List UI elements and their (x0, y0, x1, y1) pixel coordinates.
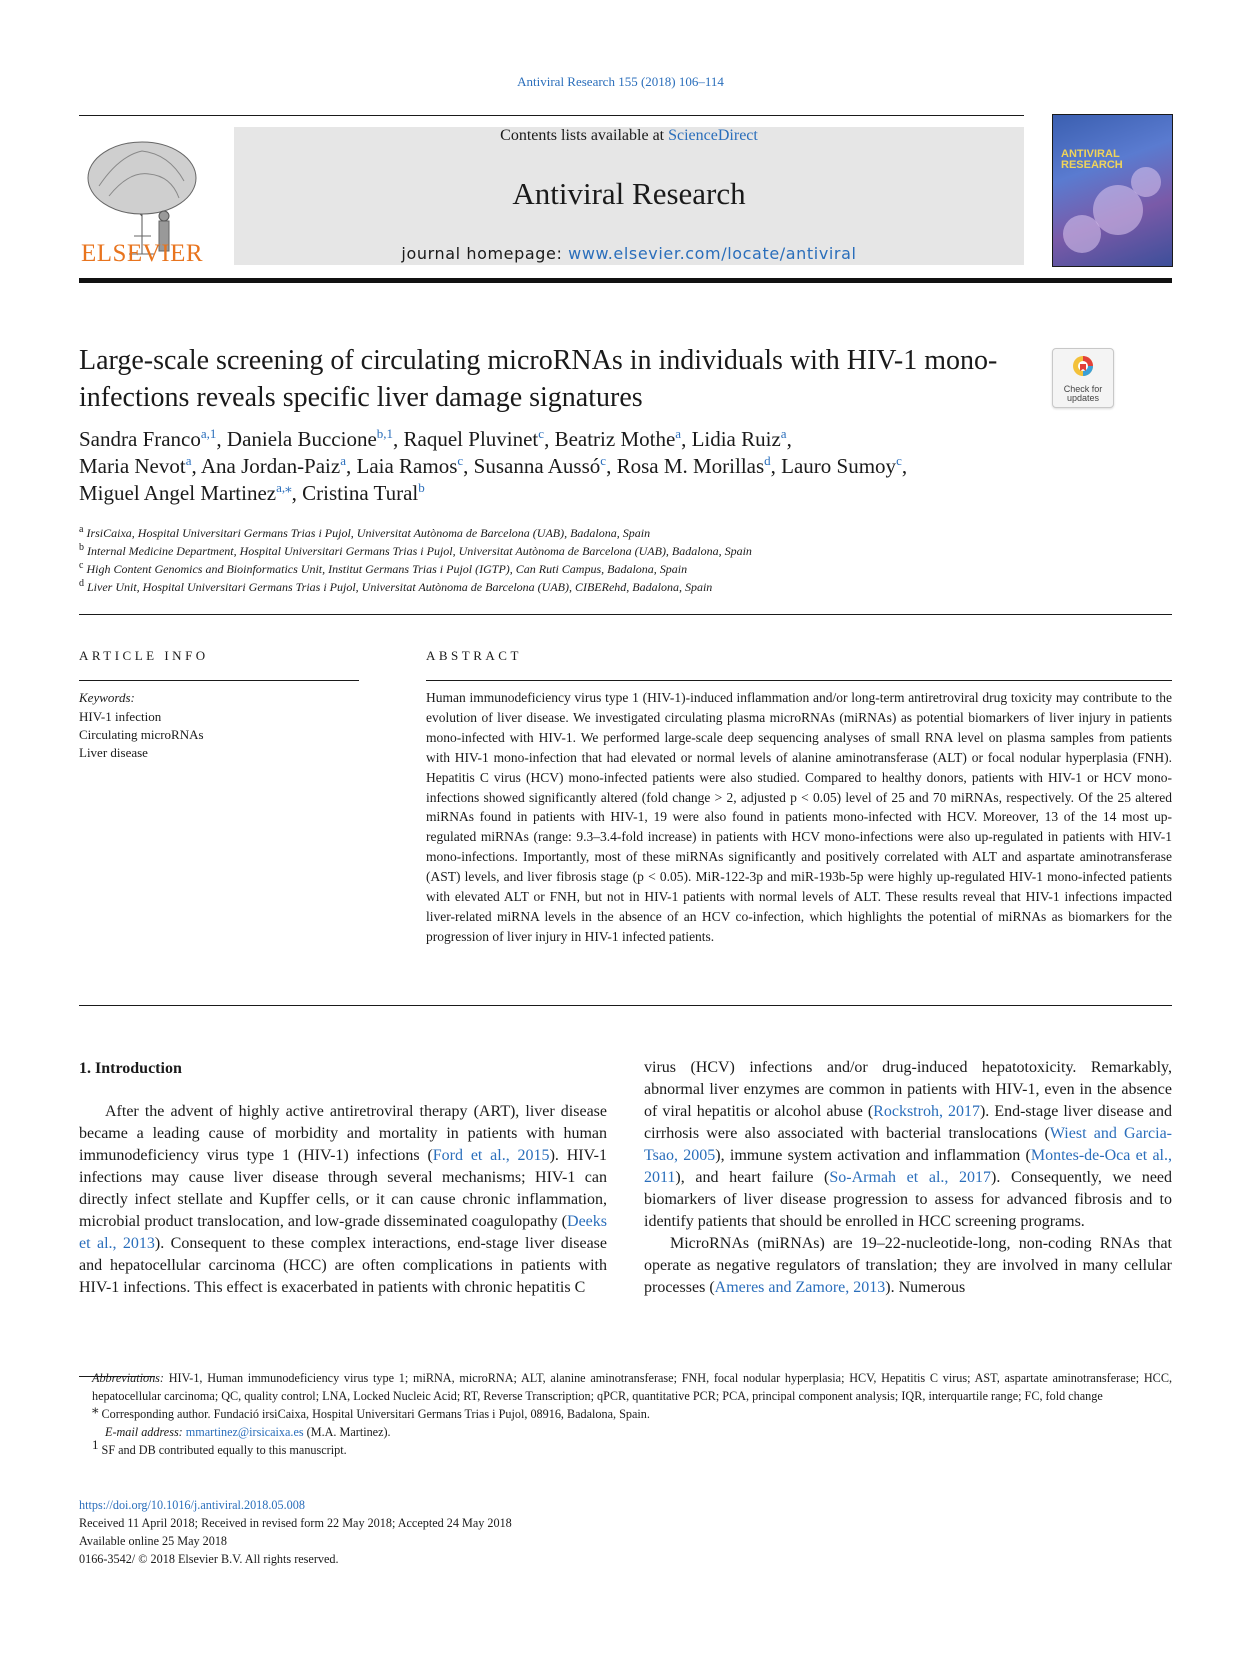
check-for-updates-label: Check for updates (1063, 384, 1103, 403)
equal-text: SF and DB contributed equally to this manuscript. (98, 1443, 347, 1457)
author-separator: , (544, 427, 555, 451)
header-top-rule (79, 115, 1024, 116)
author-affiliation-marker[interactable]: a (185, 453, 192, 468)
author-name[interactable]: Lauro Sumoy (781, 454, 897, 478)
section-rule (79, 614, 1172, 615)
affiliation-key: b (79, 542, 84, 553)
author-name[interactable]: Daniela Buccione (226, 427, 377, 451)
corresponding-mark: ⁎ (92, 1400, 99, 1416)
author-name[interactable]: Lidia Ruiz (691, 427, 781, 451)
affiliation-key: c (79, 560, 84, 571)
equal-mark: 1 (92, 1436, 99, 1452)
author-separator: , (191, 454, 201, 478)
affiliation-line (79, 524, 1079, 542)
corresponding-author-footnote (79, 1400, 1172, 1423)
citation-link[interactable]: Wiest and Garcia-Tsao, 2005 (644, 1125, 1172, 1164)
abbreviations-text: HIV-1, Human immunodeficiency virus type 1; miRNA, microRNA; ALT, alanine aminotransferase; FNH, focal nodular hyperplasia; HCV, Hepatitis C virus; AST, aspartate aminotransferase; HCC, hepatocellular carcinoma; QC, quality control; LNA, Locked Nucleic Acid; RT, Reverse Transcription; qPCR, quantitative PCR; PCA, principal component analysis; IQR, interquartile range; FC, fold change (92, 1371, 1172, 1403)
affiliation-text: Liver Unit, Hospital Universitari Germans Trias i Pujol, Universitat Autònoma de Barcelona (UAB), CIBERehd, Badalona, Spain (84, 580, 713, 594)
body-text: ), immune system activation and inflammation ( (715, 1147, 1031, 1164)
abbreviations-label: Abbreviations: (92, 1371, 164, 1385)
introduction-heading: 1. Introduction (79, 1060, 182, 1077)
article-title: Large-scale screening of circulating microRNAs in individuals with HIV-1 mono-infections reveals specific liver damage signatures (79, 345, 998, 413)
doi-link[interactable]: https://doi.org/10.1016/j.antiviral.2018.05.008 (79, 1498, 305, 1512)
cover-virus-shape (1063, 215, 1101, 253)
affiliation-key: a (79, 524, 84, 535)
author-list (79, 426, 1079, 507)
citation-link[interactable]: Rockstroh, 2017 (873, 1103, 980, 1120)
affiliation-key: d (79, 578, 84, 589)
author-separator: , (291, 481, 303, 505)
affiliation-line (79, 560, 1079, 578)
affiliation-line (79, 578, 1079, 596)
article-info-heading: ARTICLE INFO (79, 648, 209, 663)
journal-cover-image[interactable] (1052, 114, 1173, 267)
keyword-item: Liver disease (79, 745, 148, 760)
body-paragraph (79, 1101, 607, 1299)
author-separator: , (786, 427, 792, 451)
author-affiliation-marker[interactable]: c (896, 453, 902, 468)
citation-link[interactable]: So-Armah et al., 2017 (829, 1169, 992, 1186)
contents-prefix: Contents lists available at (500, 127, 665, 144)
author-affiliation-marker[interactable]: b (418, 480, 425, 495)
keyword-item: Circulating microRNAs (79, 727, 204, 742)
body-right-column (644, 1057, 1172, 1299)
author-affiliation-marker[interactable]: c (457, 453, 464, 468)
author-name[interactable]: Raquel Pluvinet (403, 427, 539, 451)
author-separator: , (346, 454, 357, 478)
abbreviations-footnote (79, 1369, 1172, 1405)
author-affiliation-marker[interactable]: a (780, 426, 787, 441)
citation-link[interactable]: Ameres and Zamore, 2013 (714, 1279, 886, 1296)
body-text: ). Numerous (885, 1279, 966, 1296)
cover-virus-shape (1131, 167, 1161, 197)
author-name[interactable]: Beatriz Mothe (554, 427, 676, 451)
cover-title: ANTIVIRAL RESEARCH (1061, 148, 1123, 171)
abstract-rule (426, 680, 1172, 681)
keyword-item: HIV-1 infection (79, 709, 162, 724)
journal-citation-link[interactable]: Antiviral Research 155 (2018) 106–114 (517, 74, 724, 89)
body-text: ). Consequent to these complex interactions, end-stage liver disease and hepatocellular carcinoma (HCC) are often complications in patients with HIV-1 infections. This effect is exacerbated in patients with chronic hepatitis C (79, 1235, 607, 1296)
author-name[interactable]: Miguel Angel Martinez (79, 481, 277, 505)
keywords-label: Keywords: (79, 690, 135, 705)
email-label: E-mail address: (105, 1425, 183, 1439)
author-separator: , (606, 454, 617, 478)
author-affiliation-marker[interactable]: c (600, 453, 607, 468)
body-left-column (79, 1101, 607, 1299)
available-online: Available online 25 May 2018 (79, 1534, 228, 1548)
affiliations (79, 524, 1079, 596)
publication-info (79, 1496, 512, 1568)
author-affiliation-marker[interactable]: a (340, 453, 346, 468)
body-text: ). End-stage liver disease and cirrhosis were also associated with bacterial translocations ( (644, 1103, 1172, 1142)
homepage-prefix: journal homepage: (401, 244, 563, 263)
author-name[interactable]: Susanna Aussó (473, 454, 601, 478)
body-paragraph (644, 1057, 1172, 1233)
citation-link[interactable]: Ford et al., 2015 (432, 1147, 550, 1164)
affiliation-text: High Content Genomics and Bioinformatics Unit, Institut Germans Trias i Pujol (IGTP), Can Ruti Campus, Badalona, Spain (83, 562, 688, 576)
author-affiliation-marker[interactable]: b,1 (376, 426, 394, 441)
author-separator: , (216, 427, 227, 451)
affiliation-text: IrsiCaixa, Hospital Universitari Germans Trias i Pujol, Universitat Autònoma de Barcelona (UAB), Badalona, Spain (83, 526, 651, 540)
author-name[interactable]: Sandra Franco (79, 427, 201, 451)
author-name[interactable]: Rosa M. Morillas (616, 454, 765, 478)
author-separator: , (901, 454, 908, 478)
citation-link[interactable]: Deeks et al., 2013 (79, 1213, 607, 1252)
corresponding-text: Corresponding author. Fundació irsiCaixa, Hospital Universitari Germans Trias i Pujol, 08916, Badalona, Spain. (98, 1407, 650, 1421)
author-affiliation-marker[interactable]: a,⁎ (276, 480, 292, 495)
affiliation-line (79, 542, 1079, 560)
sciencedirect-link[interactable]: ScienceDirect (668, 127, 758, 144)
article-info-rule (79, 680, 359, 681)
check-for-updates-icon (1072, 355, 1094, 377)
author-name[interactable]: Laia Ramos (356, 454, 458, 478)
author-separator: , (770, 454, 782, 478)
body-paragraph (644, 1233, 1172, 1299)
body-text: MicroRNAs (miRNAs) are 19–22-nucleotide-long, non-coding RNAs that operate as negative regulators of translation; they are involved in many cellular processes ( (644, 1235, 1172, 1296)
check-for-updates-button[interactable] (1052, 348, 1114, 408)
author-affiliation-marker[interactable]: a (675, 426, 682, 441)
received-dates: Received 11 April 2018; Received in revised form 22 May 2018; Accepted 24 May 2018 (79, 1516, 512, 1530)
author-affiliation-marker[interactable]: a,1 (200, 426, 217, 441)
homepage-line (234, 244, 1024, 263)
author-affiliation-marker[interactable]: c (538, 426, 545, 441)
homepage-link[interactable]: www.elsevier.com/locate/antiviral (568, 244, 857, 263)
author-name[interactable]: Cristina Tural (302, 481, 419, 505)
author-name[interactable]: Maria Nevot (79, 454, 186, 478)
abstract-heading: ABSTRACT (426, 648, 522, 663)
keywords-list (79, 708, 204, 762)
affiliation-text: Internal Medicine Department, Hospital Universitari Germans Trias i Pujol, Universitat Autònoma de Barcelona (UAB), Badalona, Spain (84, 544, 752, 558)
email-footnote (79, 1423, 1172, 1441)
section-rule (79, 1005, 1172, 1006)
copyright: 0166-3542/ © 2018 Elsevier B.V. All rights reserved. (79, 1552, 339, 1566)
footnotes (79, 1369, 1172, 1459)
journal-title: Antiviral Research (512, 176, 746, 211)
body-text: After the advent of highly active antiretroviral therapy (ART), liver disease became a leading cause of morbidity and mortality in patients with human immunodeficiency virus type 1 (HIV-1) infections ( (79, 1103, 607, 1164)
author-separator: , (681, 427, 692, 451)
body-text: ). Consequently, we need biomarkers of liver disease progression to assess for advanced fibrosis and to identify patients that should be enrolled in HCC screening programs. (644, 1169, 1173, 1230)
abstract-text: Human immunodeficiency virus type 1 (HIV-1)-induced inflammation and/or long-term antiretroviral drug toxicity may contribute to the evolution of liver disease. We investigated circulating plasma microRNAs (miRNAs) as potential biomarkers of liver injury in patients mono-infected with HIV-1. We performed large-scale deep sequencing analyses of small RNA level on plasma samples from patients with HIV-1 mono-infection that had elevated or normal levels of alanine aminotransferase (ALT) or focal nodular hyperplasia (FNH). Hepatitis C virus (HCV) mono-infected patients were also studied. Compared to healthy donors, patients with HIV-1 or HCV mono-infections showed significantly altered (fold change > 2, adjusted p < 0.05) level of 25 and 70 miRNAs, respectively. Of the 25 altered miRNAs found in patients with HIV-1, 19 were also found in patients mono-infected with HCV. Moreover, 13 of the 14 most up-regulated miRNAs (range: 9.3–3.4-fold increase) in patients with HCV mono-infections were also up-regulated in patients with HIV-1 mono-infections. Importantly, most of these miRNAs significantly and positively correlated with ALT and aspartate aminotransferase (AST) levels, and liver fibrosis stage (p < 0.05). MiR-122-3p and miR-193b-5p were highly up-regulated HIV-1 mono-infected patients with elevated ALT or FNH, but not in HIV-1 patients with normal levels of ALT. These results reveal that HIV-1 infections impacted liver-related miRNA levels in the absence of an HCV co-infection, which highlights the potential of miRNAs as biomarkers for the progression of liver injury in HIV-1 infected patients. (426, 690, 1172, 944)
contents-line (234, 127, 1024, 145)
body-text: virus (HCV) infections and/or drug-induced hepatotoxicity. Remarkably, abnormal liver enzymes are common in patients with HIV-1, even in the absence of viral hepatitis or alcohol abuse ( (644, 1059, 1172, 1120)
header-thick-rule (79, 278, 1172, 283)
author-separator: , (393, 427, 404, 451)
citation-link[interactable]: Montes-de-Oca et al., 2011 (644, 1147, 1173, 1186)
author-separator: , (463, 454, 474, 478)
author-affiliation-marker[interactable]: d (764, 453, 771, 468)
email-suffix: (M.A. Martinez). (303, 1425, 391, 1439)
author-name[interactable]: Ana Jordan-Paiz (200, 454, 341, 478)
body-text: ). HIV-1 infections may cause liver disease through several mechanisms; HIV-1 can directly infect stellate and Kupffer cells, or it can cause chronic inflammation, microbial product translocation, and low-grade disseminated coagulopathy ( (79, 1147, 608, 1230)
email-link[interactable]: mmartinez@irsicaixa.es (185, 1425, 304, 1439)
body-text: ), and heart failure ( (675, 1169, 830, 1186)
equal-contribution-footnote (79, 1436, 1172, 1459)
elsevier-wordmark: ELSEVIER (80, 240, 204, 267)
